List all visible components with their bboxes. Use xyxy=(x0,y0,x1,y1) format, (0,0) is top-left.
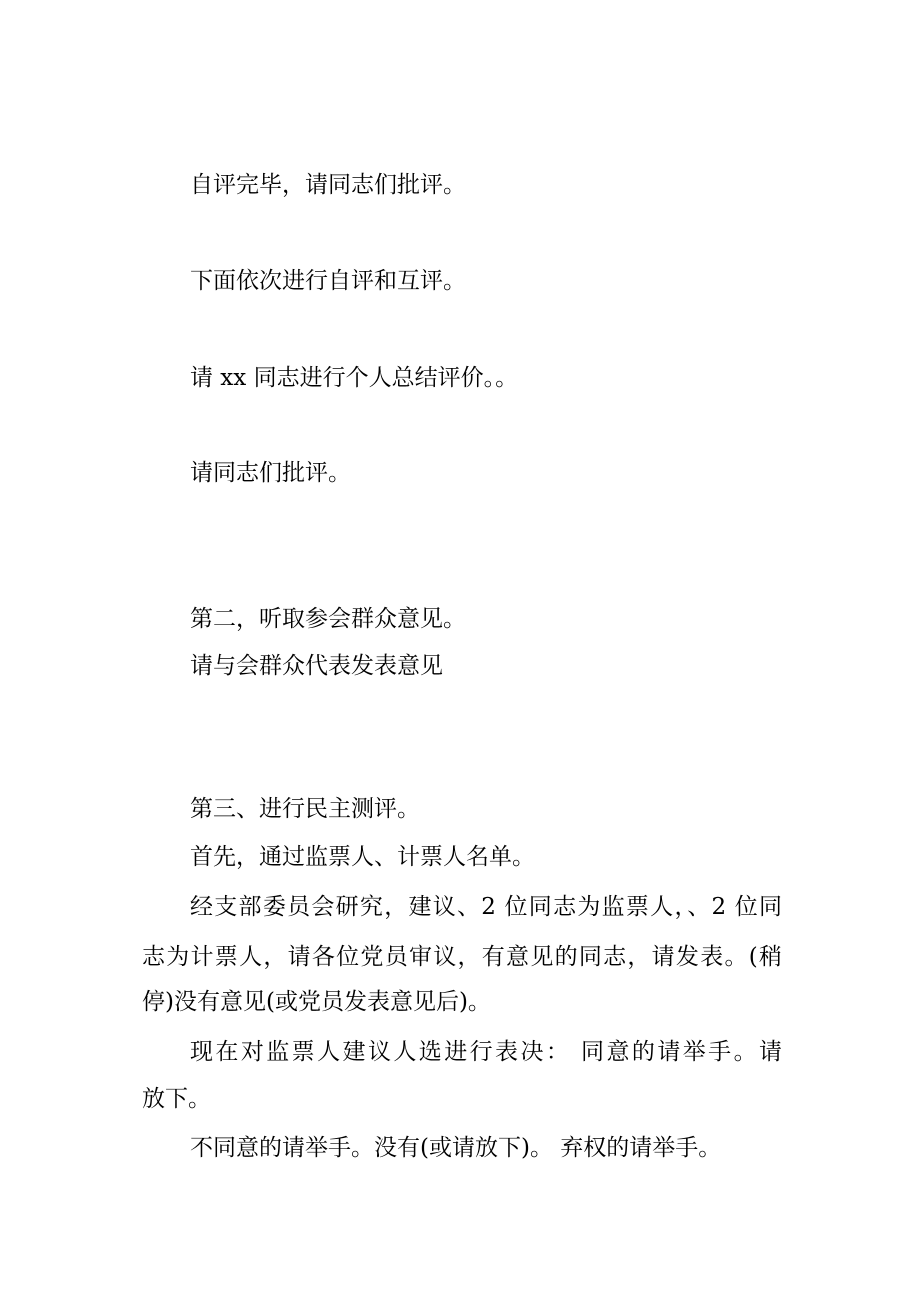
paragraph-line-9: 经支部委员会研究，建议、2 位同志为监票人，、2 位同 xyxy=(190,894,782,920)
paragraph-line-12: 现在对监票人建议人选进行表决： 同意的请举手。请 xyxy=(190,1039,782,1065)
paragraph-line-10: 志为计票人，请各位党员审议，有意见的同志，请发表。(稍 xyxy=(142,944,782,970)
paragraph-line-8: 首先，通过监票人、计票人名单。 xyxy=(190,844,535,870)
paragraph-line-2: 下面依次进行自评和互评。 xyxy=(190,268,466,294)
section-heading-three: 第三、进行民主测评。 xyxy=(190,796,420,822)
paragraph-line-3: 请 xx 同志进行个人总结评价。。 xyxy=(190,365,519,391)
section-heading-two: 第二，听取参会群众意见。 xyxy=(190,606,466,632)
paragraph-line-11: 停)没有意见(或党员发表意见后)。 xyxy=(142,989,491,1015)
paragraph-line-4: 请同志们批评。 xyxy=(190,460,351,486)
paragraph-line-1: 自评完毕，请同志们批评。 xyxy=(190,172,466,198)
paragraph-line-13: 放下。 xyxy=(142,1086,211,1112)
paragraph-line-6: 请与会群众代表发表意见 xyxy=(190,653,443,679)
paragraph-line-14: 不同意的请举手。没有(或请放下)。 弃权的请举手。 xyxy=(190,1135,722,1161)
